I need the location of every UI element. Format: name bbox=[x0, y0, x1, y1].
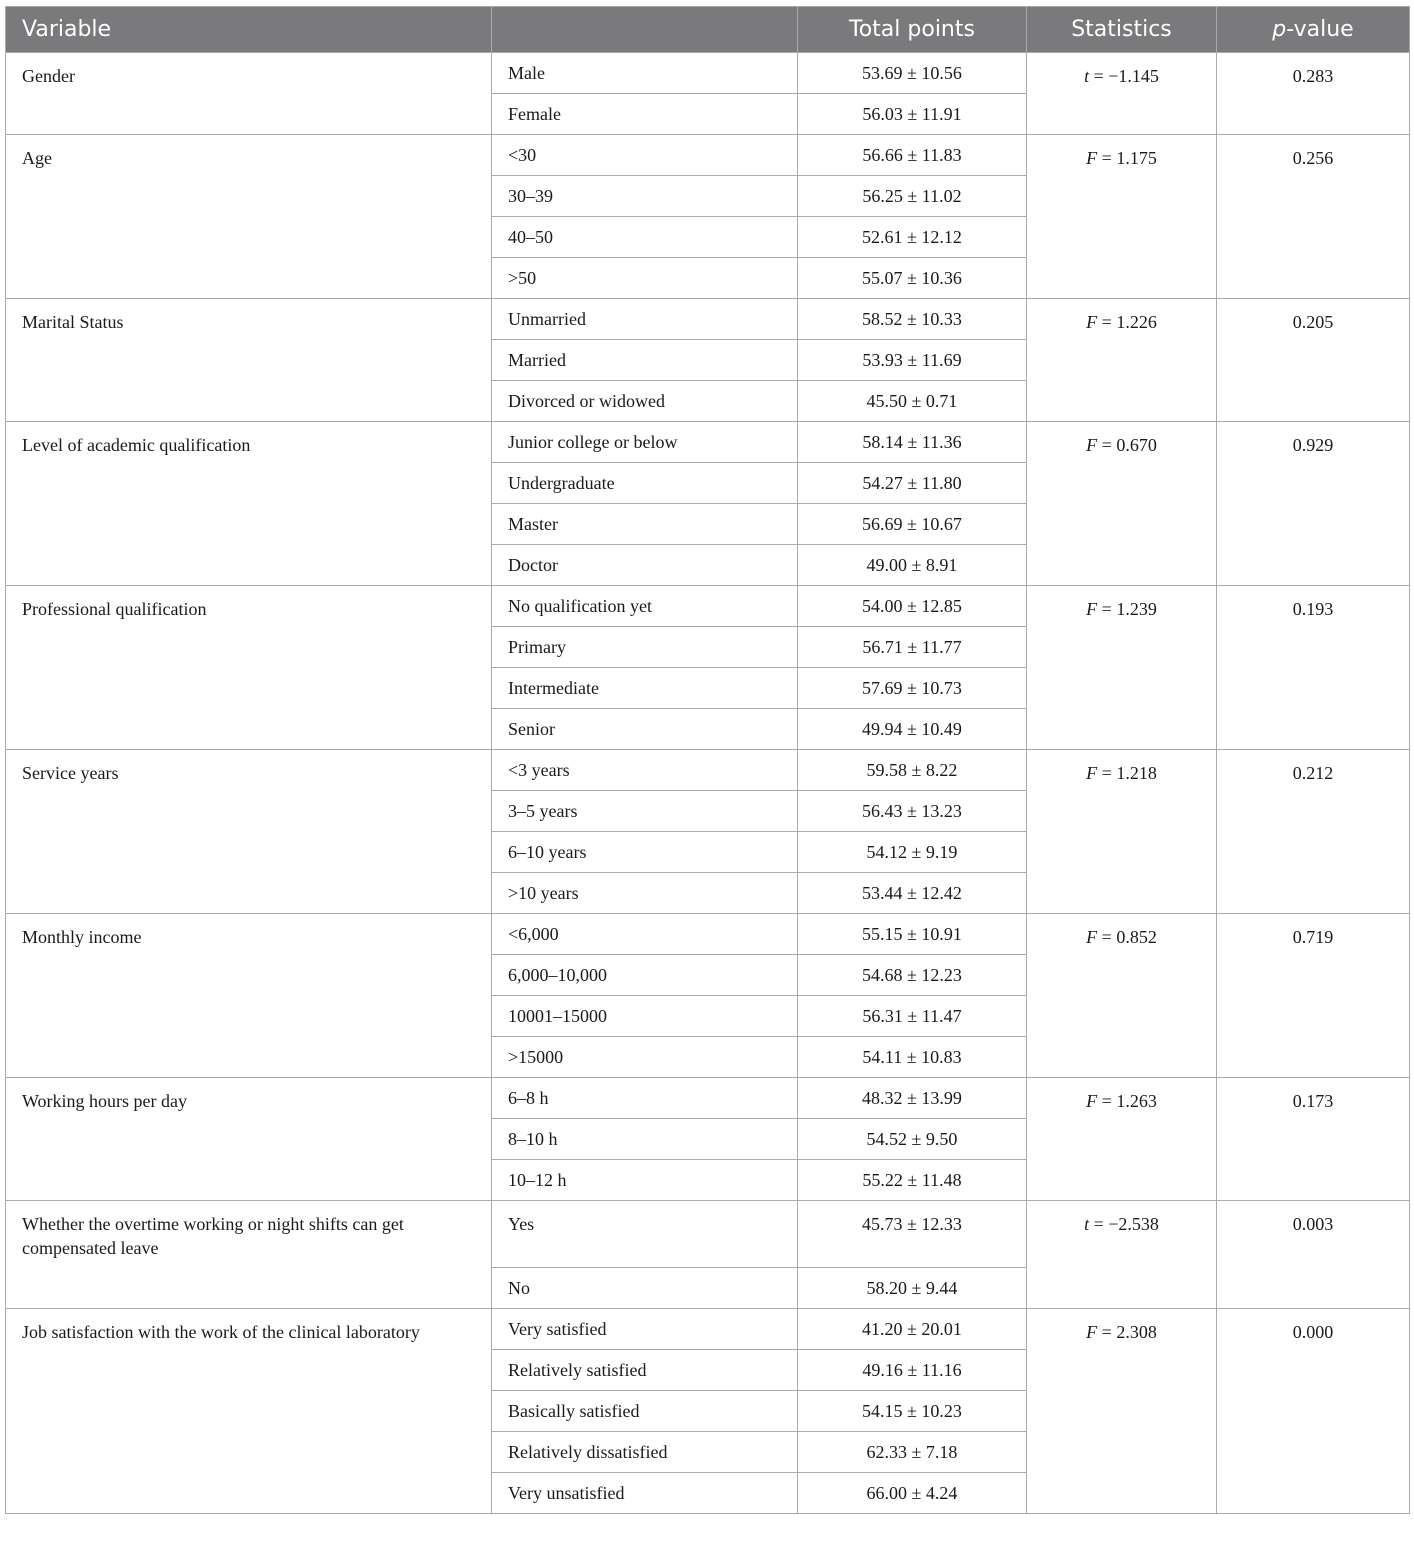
p-value-cell: 0.719 bbox=[1217, 914, 1410, 1078]
table-row bbox=[6, 299, 1410, 340]
statistics-cell bbox=[1027, 135, 1217, 299]
statistics-cell bbox=[1027, 299, 1217, 422]
p-value-cell: 0.929 bbox=[1217, 422, 1410, 586]
variable-cell: Level of academic qualification bbox=[6, 422, 492, 586]
level-cell: 3–5 years bbox=[492, 791, 798, 832]
total-points-cell: 53.44 ± 12.42 bbox=[798, 873, 1027, 914]
level-cell: >10 years bbox=[492, 873, 798, 914]
statistic-value: = 2.308 bbox=[1097, 1322, 1157, 1342]
table-row bbox=[6, 586, 1410, 627]
p-value-cell: 0.173 bbox=[1217, 1078, 1410, 1201]
level-cell: Intermediate bbox=[492, 668, 798, 709]
statistic-value: = 1.226 bbox=[1097, 312, 1157, 332]
level-cell: 6–10 years bbox=[492, 832, 798, 873]
table-row bbox=[6, 1201, 1410, 1268]
statistic-value: = 1.263 bbox=[1097, 1091, 1157, 1111]
statistic-symbol: F bbox=[1086, 312, 1098, 332]
total-points-cell: 58.14 ± 11.36 bbox=[798, 422, 1027, 463]
statistics-cell bbox=[1027, 586, 1217, 750]
header-p-value bbox=[1217, 7, 1410, 53]
level-cell: Female bbox=[492, 94, 798, 135]
p-value-cell: 0.193 bbox=[1217, 586, 1410, 750]
level-cell: 6,000–10,000 bbox=[492, 955, 798, 996]
total-points-cell: 54.15 ± 10.23 bbox=[798, 1391, 1027, 1432]
level-cell: Yes bbox=[492, 1201, 798, 1268]
table-body bbox=[6, 53, 1410, 1514]
level-cell: Primary bbox=[492, 627, 798, 668]
level-cell: >15000 bbox=[492, 1037, 798, 1078]
level-cell: Very satisfied bbox=[492, 1309, 798, 1350]
total-points-cell: 52.61 ± 12.12 bbox=[798, 217, 1027, 258]
total-points-cell: 56.43 ± 13.23 bbox=[798, 791, 1027, 832]
statistic-symbol: F bbox=[1086, 599, 1098, 619]
header-statistics: Statistics bbox=[1027, 7, 1217, 53]
level-cell: >50 bbox=[492, 258, 798, 299]
level-cell: <3 years bbox=[492, 750, 798, 791]
level-cell: Very unsatisfied bbox=[492, 1473, 798, 1514]
variable-cell: Working hours per day bbox=[6, 1078, 492, 1201]
table-row bbox=[6, 1078, 1410, 1119]
level-cell: <30 bbox=[492, 135, 798, 176]
table-row bbox=[6, 135, 1410, 176]
total-points-cell: 54.52 ± 9.50 bbox=[798, 1119, 1027, 1160]
total-points-cell: 41.20 ± 20.01 bbox=[798, 1309, 1027, 1350]
total-points-cell: 49.16 ± 11.16 bbox=[798, 1350, 1027, 1391]
level-cell: Master bbox=[492, 504, 798, 545]
statistic-value: = 1.218 bbox=[1097, 763, 1157, 783]
total-points-cell: 56.25 ± 11.02 bbox=[798, 176, 1027, 217]
p-value-cell: 0.212 bbox=[1217, 750, 1410, 914]
table-row bbox=[6, 422, 1410, 463]
total-points-cell: 58.52 ± 10.33 bbox=[798, 299, 1027, 340]
statistic-value: = 0.852 bbox=[1097, 927, 1157, 947]
header-level bbox=[492, 7, 798, 53]
level-cell: Senior bbox=[492, 709, 798, 750]
variable-cell: Age bbox=[6, 135, 492, 299]
total-points-cell: 56.69 ± 10.67 bbox=[798, 504, 1027, 545]
variable-cell: Service years bbox=[6, 750, 492, 914]
total-points-cell: 53.93 ± 11.69 bbox=[798, 340, 1027, 381]
statistics-cell bbox=[1027, 1078, 1217, 1201]
level-cell: 40–50 bbox=[492, 217, 798, 258]
level-cell: 10001–15000 bbox=[492, 996, 798, 1037]
total-points-cell: 59.58 ± 8.22 bbox=[798, 750, 1027, 791]
statistic-symbol: t bbox=[1084, 66, 1090, 86]
total-points-cell: 55.22 ± 11.48 bbox=[798, 1160, 1027, 1201]
level-cell: Doctor bbox=[492, 545, 798, 586]
level-cell: Junior college or below bbox=[492, 422, 798, 463]
total-points-cell: 45.50 ± 0.71 bbox=[798, 381, 1027, 422]
level-cell: Basically satisfied bbox=[492, 1391, 798, 1432]
variable-cell: Gender bbox=[6, 53, 492, 135]
statistics-cell bbox=[1027, 914, 1217, 1078]
level-cell: Male bbox=[492, 53, 798, 94]
total-points-cell: 55.15 ± 10.91 bbox=[798, 914, 1027, 955]
p-value-cell: 0.000 bbox=[1217, 1309, 1410, 1514]
variable-cell: Marital Status bbox=[6, 299, 492, 422]
total-points-cell: 54.00 ± 12.85 bbox=[798, 586, 1027, 627]
total-points-cell: 58.20 ± 9.44 bbox=[798, 1268, 1027, 1309]
level-cell: <6,000 bbox=[492, 914, 798, 955]
total-points-cell: 53.69 ± 10.56 bbox=[798, 53, 1027, 94]
variable-cell: Job satisfaction with the work of the clinical laboratory bbox=[6, 1309, 492, 1514]
statistics-cell bbox=[1027, 750, 1217, 914]
total-points-cell: 62.33 ± 7.18 bbox=[798, 1432, 1027, 1473]
total-points-cell: 54.27 ± 11.80 bbox=[798, 463, 1027, 504]
level-cell: Undergraduate bbox=[492, 463, 798, 504]
level-cell: No qualification yet bbox=[492, 586, 798, 627]
table-row bbox=[6, 1309, 1410, 1350]
statistics-cell bbox=[1027, 53, 1217, 135]
table-row bbox=[6, 53, 1410, 94]
variable-cell: Whether the overtime working or night shifts can get compensated leave bbox=[6, 1201, 492, 1309]
statistic-symbol: F bbox=[1086, 1091, 1098, 1111]
level-cell: 6–8 h bbox=[492, 1078, 798, 1119]
statistics-cell bbox=[1027, 1309, 1217, 1514]
level-cell: Divorced or widowed bbox=[492, 381, 798, 422]
level-cell: Relatively satisfied bbox=[492, 1350, 798, 1391]
level-cell: 8–10 h bbox=[492, 1119, 798, 1160]
statistic-value: = 1.239 bbox=[1097, 599, 1157, 619]
p-value-cell: 0.205 bbox=[1217, 299, 1410, 422]
total-points-cell: 56.66 ± 11.83 bbox=[798, 135, 1027, 176]
total-points-cell: 54.12 ± 9.19 bbox=[798, 832, 1027, 873]
total-points-cell: 45.73 ± 12.33 bbox=[798, 1201, 1027, 1268]
total-points-cell: 56.71 ± 11.77 bbox=[798, 627, 1027, 668]
level-cell: Married bbox=[492, 340, 798, 381]
statistic-value: = 0.670 bbox=[1097, 435, 1157, 455]
statistic-symbol: F bbox=[1086, 435, 1098, 455]
statistics-cell bbox=[1027, 1201, 1217, 1309]
statistics-cell bbox=[1027, 422, 1217, 586]
statistic-value: = −2.538 bbox=[1089, 1214, 1159, 1234]
variable-cell: Professional qualification bbox=[6, 586, 492, 750]
header-p-italic: p bbox=[1272, 17, 1287, 42]
header-row bbox=[6, 7, 1410, 53]
total-points-cell: 49.00 ± 8.91 bbox=[798, 545, 1027, 586]
level-cell: Relatively dissatisfied bbox=[492, 1432, 798, 1473]
p-value-cell: 0.256 bbox=[1217, 135, 1410, 299]
table-row bbox=[6, 914, 1410, 955]
total-points-cell: 57.69 ± 10.73 bbox=[798, 668, 1027, 709]
statistic-value: = 1.175 bbox=[1097, 148, 1157, 168]
total-points-cell: 66.00 ± 4.24 bbox=[798, 1473, 1027, 1514]
statistic-symbol: F bbox=[1086, 763, 1098, 783]
statistic-symbol: t bbox=[1084, 1214, 1090, 1234]
level-cell: 10–12 h bbox=[492, 1160, 798, 1201]
level-cell: Unmarried bbox=[492, 299, 798, 340]
variable-cell: Monthly income bbox=[6, 914, 492, 1078]
statistic-value: = −1.145 bbox=[1089, 66, 1159, 86]
statistic-symbol: F bbox=[1086, 148, 1098, 168]
p-value-cell: 0.003 bbox=[1217, 1201, 1410, 1309]
header-p-rest: -value bbox=[1286, 17, 1354, 42]
header-variable: Variable bbox=[6, 7, 492, 53]
total-points-cell: 56.03 ± 11.91 bbox=[798, 94, 1027, 135]
table-row bbox=[6, 750, 1410, 791]
p-value-cell: 0.283 bbox=[1217, 53, 1410, 135]
statistic-symbol: F bbox=[1086, 927, 1098, 947]
results-table bbox=[5, 6, 1410, 1514]
level-cell: 30–39 bbox=[492, 176, 798, 217]
total-points-cell: 48.32 ± 13.99 bbox=[798, 1078, 1027, 1119]
statistic-symbol: F bbox=[1086, 1322, 1098, 1342]
level-cell: No bbox=[492, 1268, 798, 1309]
total-points-cell: 55.07 ± 10.36 bbox=[798, 258, 1027, 299]
total-points-cell: 49.94 ± 10.49 bbox=[798, 709, 1027, 750]
total-points-cell: 54.68 ± 12.23 bbox=[798, 955, 1027, 996]
header-total-points: Total points bbox=[798, 7, 1027, 53]
total-points-cell: 54.11 ± 10.83 bbox=[798, 1037, 1027, 1078]
total-points-cell: 56.31 ± 11.47 bbox=[798, 996, 1027, 1037]
